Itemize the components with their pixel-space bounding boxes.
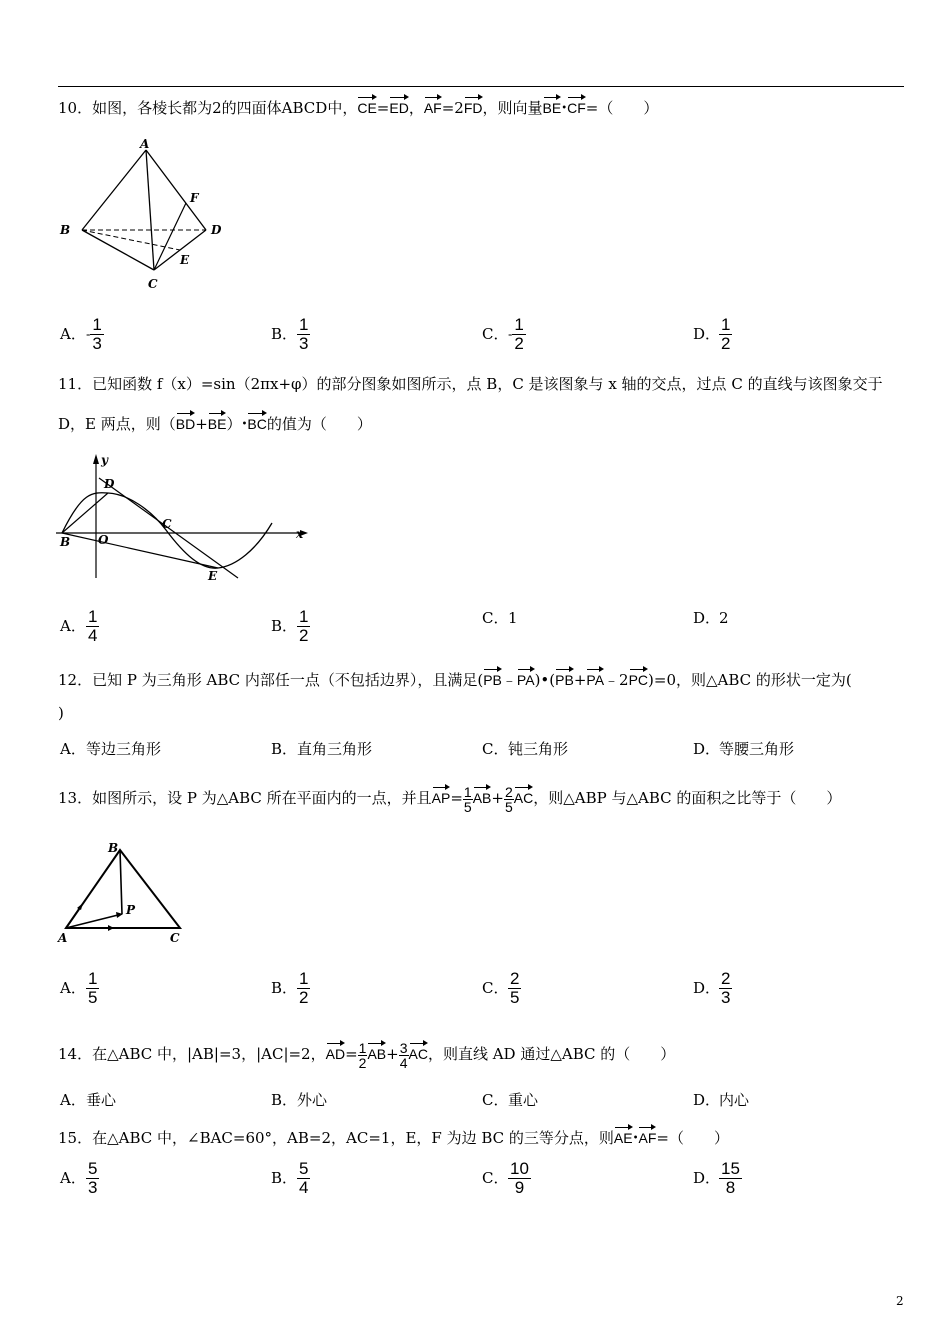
vector-ab: AB [473, 784, 492, 806]
vector-ap: AP [432, 784, 451, 806]
numerator: 1 [721, 315, 731, 334]
denominator: 4 [399, 1054, 408, 1071]
option-value: 外心 [297, 1091, 328, 1109]
fraction [90, 316, 103, 353]
denominator: 4 [88, 626, 98, 645]
option-label: C． [482, 1091, 509, 1109]
q11-option-b[interactable] [271, 608, 310, 645]
denominator: 5 [88, 988, 98, 1007]
denominator: 2 [358, 1054, 367, 1071]
question-15 [58, 1124, 908, 1149]
option-label: C． [482, 324, 509, 343]
numerator: 1 [88, 607, 98, 626]
dot-operator: • [632, 1133, 639, 1144]
option-label: A． [60, 1091, 86, 1109]
vector-ac: AC [514, 784, 533, 806]
option-value: 等腰三角形 [719, 740, 795, 758]
q10-option-d[interactable] [693, 316, 732, 353]
numerator: 1 [88, 969, 98, 988]
fraction [512, 316, 525, 353]
minus: ﹣ [501, 671, 517, 689]
denominator: 3 [88, 1178, 98, 1197]
fraction [297, 608, 310, 645]
q15-text: 15．在△ABC 中，∠BAC=60°，AB=2，AC=1，E，F 为边 BC 的三等分点，则 [58, 1129, 614, 1147]
vector-ed: ED [389, 94, 408, 116]
fraction [719, 316, 732, 353]
vector-pb: PB [483, 666, 502, 688]
label-a: A [140, 137, 150, 151]
numerator: 5 [88, 1159, 98, 1178]
vector-fd: FD [464, 94, 483, 116]
fraction [358, 1041, 368, 1070]
vector-bc: BC [247, 410, 266, 432]
vector-pa: PA [517, 666, 535, 688]
q12-text: 12．已知 P 为三角形 ABC 内部任一点（不包括边界），且满足( [58, 671, 484, 689]
q14-text: 14．在△ABC 中，|AB|=3，|AC|=2， [58, 1045, 326, 1063]
fraction [399, 1041, 409, 1070]
q10-text: 的四面体 [221, 99, 282, 117]
plus: + [491, 789, 504, 807]
q13-option-a[interactable] [60, 970, 99, 1007]
option-label: A． [60, 740, 86, 758]
fraction [297, 970, 310, 1007]
option-value: 直角三角形 [297, 740, 373, 758]
question-11-line1: 11．已知函数 f（x）=sin（2πx+φ）的部分图象如图所示，点 B，C 是该图象与 x 轴的交点，过点 C 的直线与该图象交于 [58, 375, 883, 393]
fraction [86, 608, 99, 645]
option-label: D． [693, 1168, 721, 1187]
option-label: B． [271, 1091, 298, 1109]
label-c: C [162, 517, 172, 531]
q10-edge-length: 2 [212, 99, 222, 117]
numerator: 1 [299, 969, 309, 988]
option-label: D． [693, 740, 721, 758]
denominator: 5 [463, 798, 472, 815]
option-value: 重心 [508, 1091, 539, 1109]
option-label: B． [271, 978, 298, 997]
vector-pa: PA [586, 666, 604, 688]
fraction [86, 1160, 99, 1197]
vector-pb: PB [555, 666, 574, 688]
label-f: F [190, 191, 199, 205]
option-value: 钝三角形 [508, 740, 569, 758]
denominator: 2 [299, 626, 309, 645]
q12-middle: )•( [534, 671, 556, 689]
option-label: D． [693, 609, 721, 627]
q15-option-d[interactable] [693, 1160, 742, 1197]
option-label: D． [693, 1091, 721, 1109]
denominator: 5 [504, 798, 513, 815]
q14-option-a[interactable] [60, 1089, 116, 1110]
label-e: E [208, 569, 218, 583]
equals: = [376, 99, 390, 117]
triangle-abp-figure [56, 838, 186, 948]
paren-close: ） [226, 415, 242, 433]
label-b: B [60, 223, 71, 237]
denominator: 5 [510, 988, 520, 1007]
vector-ce: CE [357, 94, 376, 116]
fraction [719, 1160, 742, 1197]
vector-ad: AD [326, 1040, 345, 1062]
label-y: y [101, 453, 108, 467]
q11-text: D，E 两点，则（ [58, 415, 176, 433]
q14-option-d[interactable] [693, 1089, 749, 1110]
q13-text: 13．如图所示，设 P 为△ABC 所在平面内的一点，并且 [58, 789, 432, 807]
numerator: 2 [510, 969, 520, 988]
option-value: 等边三角形 [86, 740, 162, 758]
q10-option-c[interactable] [482, 316, 526, 353]
vector-bd: BD [176, 410, 195, 432]
q11-option-d[interactable] [693, 607, 729, 628]
q10-text: ，则向量 [482, 99, 543, 117]
numerator: 2 [721, 969, 731, 988]
q10-text: 如图，各棱长都为 [92, 99, 213, 117]
q14-option-b[interactable] [271, 1089, 327, 1110]
plus: + [573, 671, 587, 689]
q10-option-b[interactable] [271, 316, 310, 353]
vector-pc: PC [629, 666, 648, 688]
label-o: O [98, 533, 109, 547]
vector-ab: AB [367, 1040, 386, 1062]
option-label: D． [693, 324, 721, 343]
numerator: 3 [399, 1039, 408, 1056]
numerator: 2 [504, 783, 513, 800]
option-label: D． [693, 978, 721, 997]
option-label: B． [271, 616, 298, 635]
label-c: C [170, 931, 180, 945]
q11-option-c[interactable] [482, 607, 518, 628]
numerator: 5 [299, 1159, 309, 1178]
label-d: D [104, 477, 115, 491]
dot-operator: • [561, 103, 568, 114]
option-label: C． [482, 978, 509, 997]
q11-text: 的值为（ ） [266, 415, 372, 433]
denominator: 3 [299, 334, 309, 353]
denominator: 2 [514, 334, 524, 353]
option-value: 1 [508, 609, 518, 627]
q15-option-c[interactable] [482, 1160, 531, 1197]
fraction [508, 1160, 531, 1197]
minus-sign: - [86, 327, 91, 343]
q13-option-c[interactable] [482, 970, 521, 1007]
vector-af: AF [638, 1124, 656, 1146]
q12-option-c[interactable] [482, 738, 568, 759]
question-12-line1 [58, 666, 908, 690]
fraction [86, 970, 99, 1007]
numerator: 1 [463, 783, 472, 800]
denominator: 8 [725, 1178, 736, 1197]
option-label: A． [60, 616, 86, 635]
tetrahedron-figure [56, 136, 236, 296]
denominator: 3 [92, 334, 102, 353]
numerator: 1 [92, 315, 102, 334]
vector-ae: AE [614, 1124, 633, 1146]
label-p: P [126, 903, 136, 917]
minus-sign: - [508, 327, 513, 343]
q10-solid-name: ABCD [281, 99, 328, 117]
fraction [297, 1160, 310, 1197]
option-label: C． [482, 740, 509, 758]
numerator: 1 [514, 315, 524, 334]
q12-option-a[interactable] [60, 738, 161, 759]
fraction [719, 970, 732, 1007]
question-14 [58, 1040, 908, 1070]
vector-be: BE [543, 94, 562, 116]
q15-option-a[interactable] [60, 1160, 99, 1197]
fraction [508, 970, 521, 1007]
denominator: 2 [721, 334, 731, 353]
vector-be: BE [208, 410, 227, 432]
minus-two: ﹣2 [604, 671, 629, 689]
fraction [297, 316, 310, 353]
label-d: D [211, 223, 222, 237]
q10-tail: =（ ） [585, 99, 659, 117]
label-c: C [148, 277, 158, 291]
q13-text: ，则△ABP 与△ABC 的面积之比等于（ ） [533, 789, 842, 807]
question-13 [58, 784, 908, 814]
equals-two: =2 [441, 99, 464, 117]
numerator: 10 [510, 1159, 529, 1178]
numerator: 1 [299, 607, 309, 626]
vector-cf: CF [567, 94, 586, 116]
fraction [463, 785, 473, 814]
option-label: B． [271, 1168, 298, 1187]
label-e: E [180, 253, 190, 267]
numerator: 15 [721, 1159, 740, 1178]
denominator: 4 [299, 1178, 309, 1197]
header-rule [58, 86, 904, 87]
label-a: A [58, 931, 68, 945]
option-value: 2 [719, 609, 729, 627]
label-b: B [60, 535, 71, 549]
plus: + [195, 415, 208, 433]
sine-graph-figure [56, 452, 310, 584]
q11-option-a[interactable] [60, 608, 99, 645]
option-label: A． [60, 324, 86, 343]
label-b: B [108, 841, 119, 855]
option-label: C． [482, 1168, 509, 1187]
numerator: 1 [299, 315, 309, 334]
q12-option-d[interactable] [693, 738, 794, 759]
option-label: B． [271, 740, 298, 758]
option-value: 内心 [719, 1091, 750, 1109]
question-number: 10． [58, 99, 93, 117]
q15-option-b[interactable] [271, 1160, 310, 1197]
denominator: 9 [514, 1178, 525, 1197]
label-x: x [296, 527, 304, 541]
numerator: 1 [358, 1039, 367, 1056]
question-11-line2 [58, 410, 908, 435]
page-number: 2 [896, 1294, 904, 1308]
option-label: A． [60, 1168, 86, 1187]
fraction [504, 785, 514, 814]
question-12-line2: ) [58, 704, 64, 722]
q14-option-c[interactable] [482, 1089, 538, 1110]
q12-text: )=0，则△ABC 的形状一定为( [648, 671, 852, 689]
denominator: 2 [299, 988, 309, 1007]
denominator: 3 [721, 988, 731, 1007]
option-label: B． [271, 324, 298, 343]
option-label: C． [482, 609, 509, 627]
option-value: 垂心 [86, 1091, 117, 1109]
vector-af: AF [424, 94, 442, 116]
plus: + [386, 1045, 399, 1063]
dot-operator: • [241, 419, 248, 430]
q13-option-d[interactable] [693, 970, 732, 1007]
q15-text: =（ ） [656, 1129, 729, 1147]
comma: ， [408, 99, 424, 117]
q10-text: 中， [327, 99, 358, 117]
vector-ac: AC [409, 1040, 428, 1062]
option-label: A． [60, 978, 86, 997]
equals: = [345, 1045, 358, 1063]
question-10 [58, 94, 908, 119]
q10-option-a[interactable] [60, 316, 104, 353]
q14-text: ，则直线 AD 通过△ABC 的（ ） [427, 1045, 676, 1063]
equals: = [450, 789, 463, 807]
q12-option-b[interactable] [271, 738, 372, 759]
q13-option-b[interactable] [271, 970, 310, 1007]
